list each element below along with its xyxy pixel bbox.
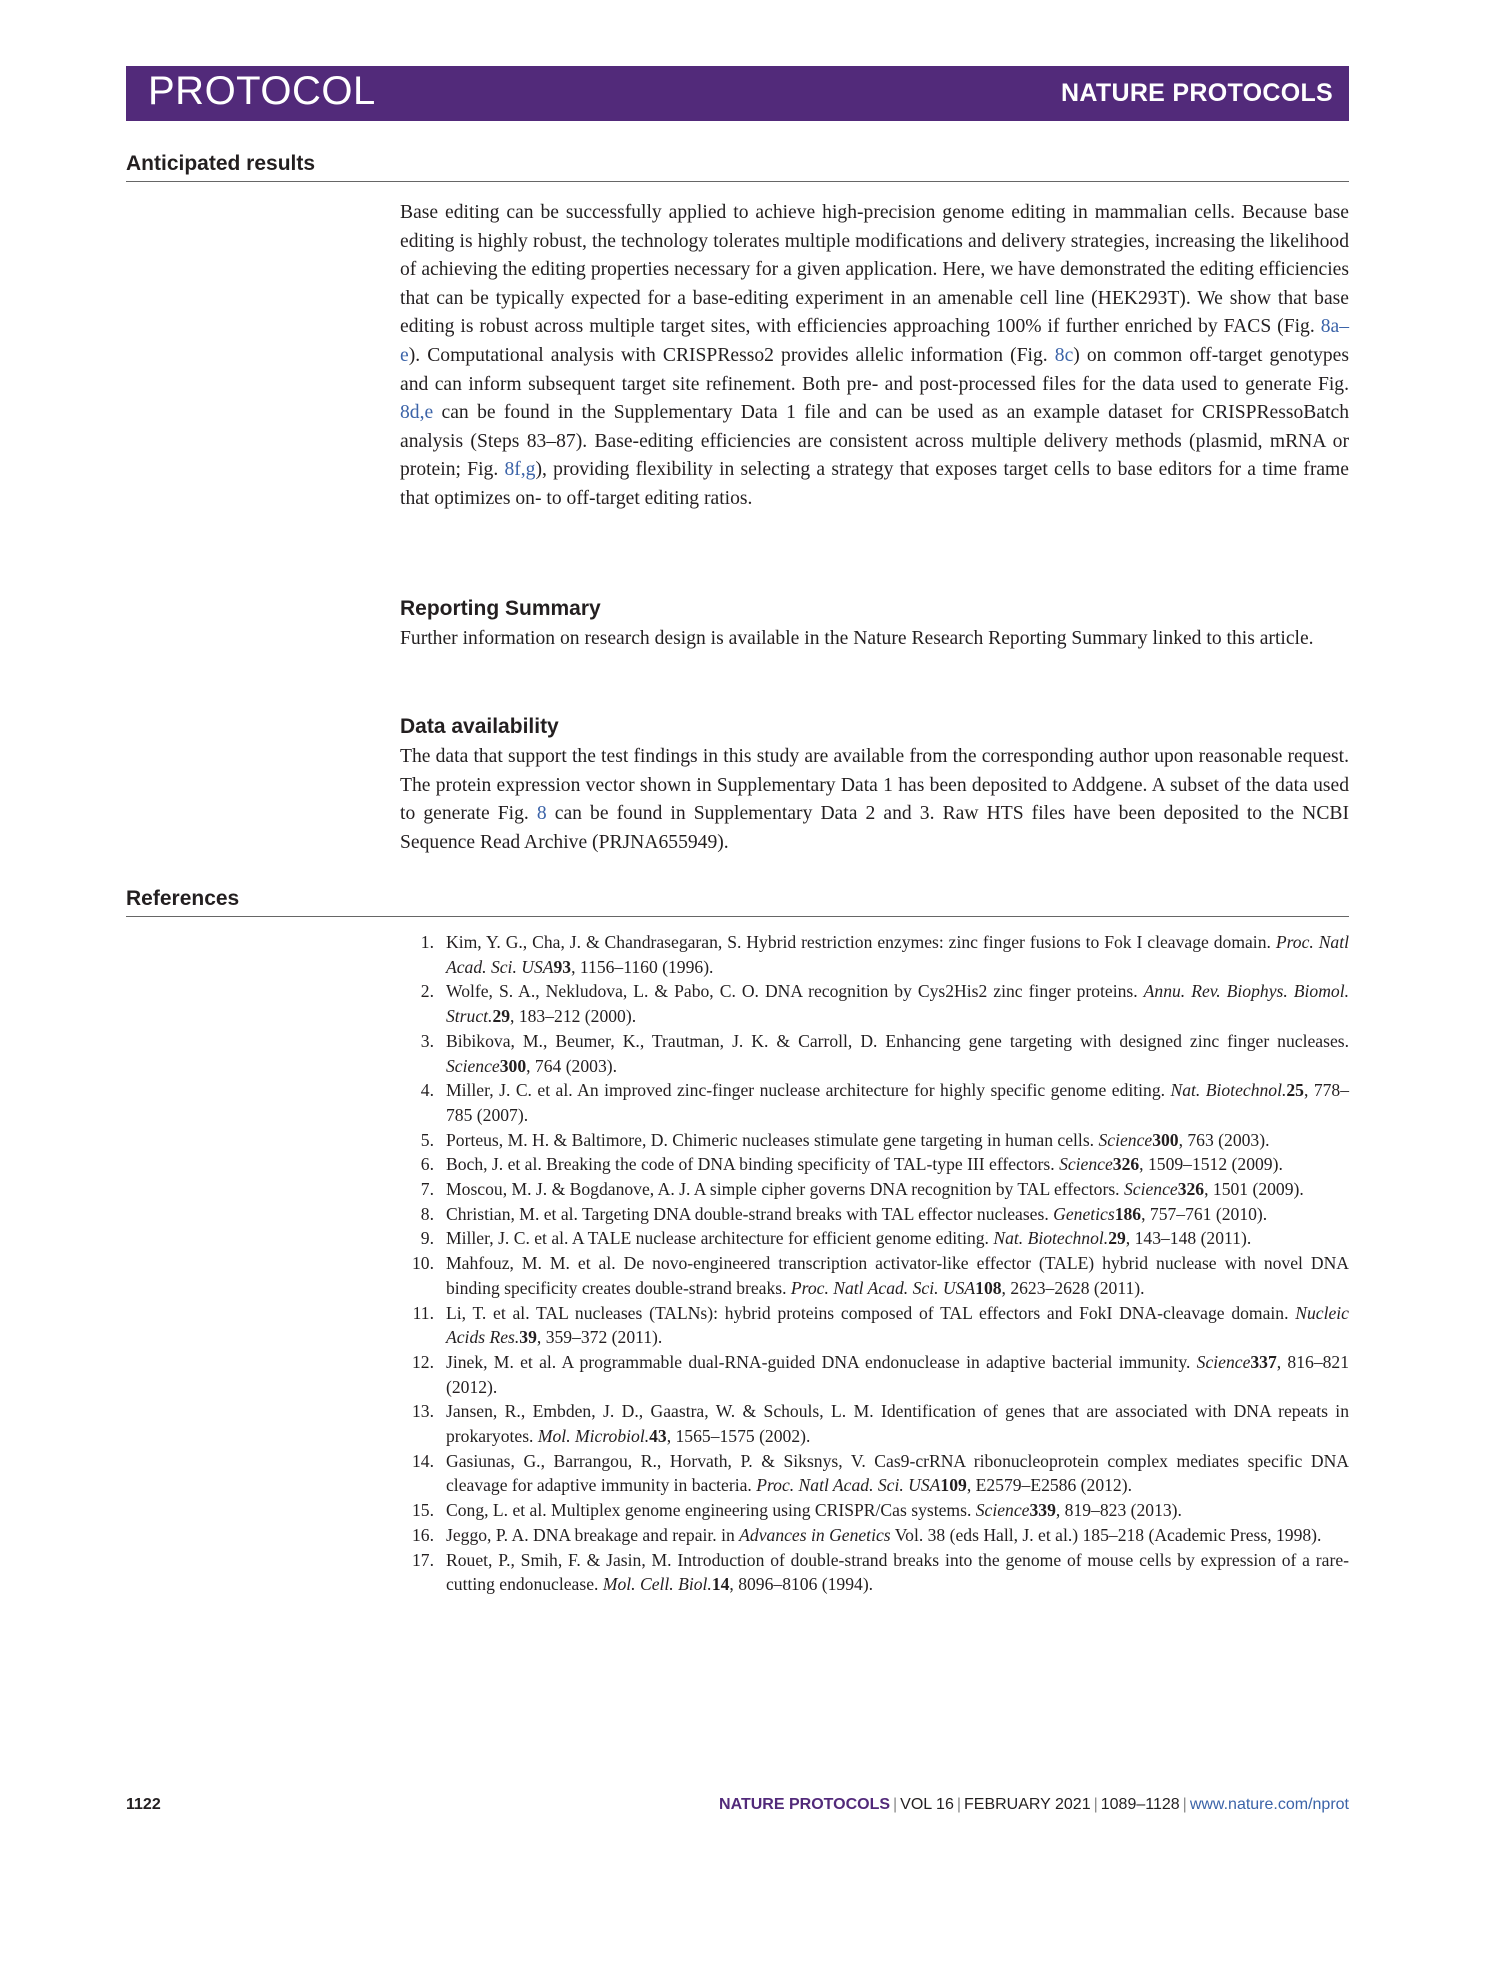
footer-journal: NATURE PROTOCOLS bbox=[719, 1796, 891, 1813]
separator: | bbox=[956, 1796, 961, 1813]
reference-pages-year: , 1501 (2009). bbox=[1204, 1179, 1304, 1200]
reference-pages-year: , 763 (2003). bbox=[1178, 1129, 1270, 1150]
reference-journal: Science bbox=[446, 1055, 500, 1076]
reference-item bbox=[400, 1177, 1349, 1202]
reference-journal: Proc. Natl Acad. Sci. USA bbox=[756, 1475, 941, 1496]
reference-item bbox=[400, 930, 1349, 979]
reference-pages-year: Vol. 38 (eds Hall, J. et al.) 185–218 (Academic Press, 1998). bbox=[890, 1524, 1322, 1545]
reference-volume: 25 bbox=[1286, 1080, 1304, 1101]
reference-journal: Nucleic Acids Res. bbox=[446, 1302, 1349, 1348]
section-rule bbox=[126, 181, 1349, 182]
reference-volume: 186 bbox=[1114, 1203, 1142, 1224]
reference-number: 17. bbox=[412, 1549, 434, 1570]
journal-name: NATURE PROTOCOLS bbox=[1061, 79, 1333, 107]
reference-number: 13. bbox=[412, 1401, 434, 1422]
reference-volume: 337 bbox=[1250, 1351, 1277, 1372]
reference-number: 2. bbox=[420, 981, 434, 1002]
reporting-summary-heading: Reporting Summary bbox=[400, 597, 601, 620]
reference-number: 3. bbox=[420, 1030, 434, 1051]
article-type-label: PROTOCOL bbox=[148, 69, 376, 113]
text: ), providing flexibility in selecting a strategy that exposes target cells to base editors for a time frame that optimizes on- to off-target editing ratios. bbox=[400, 459, 1349, 509]
reference-pages-year: , 143–148 (2011). bbox=[1125, 1228, 1252, 1249]
reference-authors-title: Gasiunas, G., Barrangou, R., Horvath, P. & Siksnys, V. Cas9-crRNA ribonucleoprotein complex mediates specific DNA cleavage for adaptive immunity in bacteria. bbox=[446, 1450, 1349, 1496]
anticipated-results-paragraph bbox=[400, 199, 1349, 514]
reference-journal: Nat. Biotechnol. bbox=[993, 1228, 1109, 1249]
reference-number: 11. bbox=[412, 1302, 434, 1323]
reference-item bbox=[400, 1078, 1349, 1127]
reference-volume: 326 bbox=[1177, 1179, 1205, 1200]
reference-item bbox=[400, 1498, 1349, 1523]
reference-journal: Proc. Natl Acad. Sci. USA bbox=[446, 932, 1350, 977]
reference-journal: Science bbox=[1098, 1129, 1153, 1150]
reference-pages-year: , 1509–1512 (2009). bbox=[1139, 1154, 1283, 1175]
reference-pages-year: , 819–823 (2013). bbox=[1055, 1500, 1182, 1521]
reference-volume: 326 bbox=[1112, 1154, 1140, 1175]
reference-authors-title: Moscou, M. J. & Bogdanove, A. J. A simple cipher governs DNA recognition by TAL effectors. bbox=[446, 1179, 1124, 1200]
reference-journal: Genetics bbox=[1053, 1203, 1115, 1224]
reference-item bbox=[400, 1350, 1349, 1399]
reference-list bbox=[400, 930, 1349, 1597]
reference-item bbox=[400, 979, 1349, 1028]
reference-number: 15. bbox=[412, 1500, 434, 1521]
reference-volume: 43 bbox=[649, 1426, 667, 1447]
section-rule bbox=[126, 916, 1349, 917]
text: Base editing can be successfully applied to achieve high-precision genome editing in mammalian cells. Because base editing is highly robust, the technology tolerates multiple modifications and delivery strategies, increasing the likelihood of achieving the editing properties necessary for a given application. Here, we have demonstrated the editing efficiencies that can be typically expected for a base-editing experiment in an amenable cell line (HEK293T). We show that base editing is robust across multiple target sites, with efficiencies approaching 100% if further enriched by FACS (Fig. bbox=[400, 202, 1349, 338]
reference-journal: Nat. Biotechnol. bbox=[1170, 1080, 1287, 1101]
footer-volume: VOL 16 bbox=[900, 1796, 954, 1813]
reference-journal: Advances in Genetics bbox=[739, 1524, 891, 1545]
figure-link[interactable]: 8f,g bbox=[504, 459, 536, 481]
reference-volume: 29 bbox=[492, 1006, 511, 1027]
data-availability-paragraph bbox=[400, 743, 1349, 857]
figure-link[interactable]: 8 bbox=[536, 803, 547, 825]
reference-authors-title: Jinek, M. et al. A programmable dual-RNA-guided DNA endonuclease in adaptive bacterial immunity. bbox=[446, 1351, 1197, 1372]
reference-authors-title: Li, T. et al. TAL nucleases (TALNs): hybrid proteins composed of TAL effectors and FokI DNA-cleavage domain. bbox=[446, 1302, 1296, 1323]
reference-number: 10. bbox=[412, 1253, 434, 1274]
reference-pages-year: , 1565–1575 (2002). bbox=[666, 1426, 811, 1447]
reference-item bbox=[400, 1226, 1349, 1251]
footer-url-link[interactable]: www.nature.com/nprot bbox=[1189, 1796, 1349, 1813]
text: ). Computational analysis with CRISPResso2 provides allelic information (Fig. bbox=[408, 344, 1055, 366]
reference-item bbox=[400, 1152, 1349, 1177]
reference-volume: 339 bbox=[1029, 1500, 1056, 1521]
footer-date: FEBRUARY 2021 bbox=[964, 1796, 1091, 1813]
reference-journal: Mol. Microbiol. bbox=[537, 1426, 650, 1447]
separator: | bbox=[1093, 1796, 1098, 1813]
reference-authors-title: Kim, Y. G., Cha, J. & Chandrasegaran, S. Hybrid restriction enzymes: zinc finger fusions to Fok I cleavage domain. bbox=[446, 932, 1276, 952]
separator: | bbox=[1182, 1796, 1187, 1813]
reference-pages-year: , 816–821 (2012). bbox=[446, 1351, 1350, 1397]
reference-number: 4. bbox=[420, 1080, 434, 1101]
text: The data that support the test findings in this study are available from the corresponding author upon reasonable request. The protein expression vector shown in Supplementary Data 1 has been deposited to Addgene. A subset of the data used to generate Fig. bbox=[400, 746, 1349, 825]
separator: | bbox=[893, 1796, 898, 1813]
reference-authors-title: Miller, J. C. et al. An improved zinc-finger nuclease architecture for highly specific genome editing. bbox=[446, 1080, 1171, 1101]
footer-pages: 1089–1128 bbox=[1100, 1796, 1180, 1813]
reference-item bbox=[400, 1523, 1349, 1548]
reference-volume: 93 bbox=[553, 956, 572, 977]
reference-item bbox=[400, 1029, 1349, 1078]
reference-number: 16. bbox=[412, 1524, 434, 1545]
text: ) on common off-target genotypes and can inform subsequent target site refinement. Both pre- and post-processed files for the data used to generate Fig. bbox=[400, 344, 1349, 395]
reference-number: 8. bbox=[420, 1203, 434, 1224]
reference-pages-year: , 359–372 (2011). bbox=[536, 1327, 663, 1348]
reference-journal: Mol. Cell. Biol. bbox=[602, 1574, 712, 1595]
reference-item bbox=[400, 1548, 1349, 1597]
reference-item bbox=[400, 1449, 1349, 1498]
journal-header-bar bbox=[126, 66, 1349, 121]
reference-item bbox=[400, 1301, 1349, 1350]
reference-journal: Science bbox=[1196, 1351, 1251, 1372]
reference-journal: Proc. Natl Acad. Sci. USA bbox=[790, 1277, 976, 1298]
reference-authors-title: Jansen, R., Embden, J. D., Gaastra, W. & Schouls, L. M. Identification of genes that are associated with DNA repeats in prokaryotes. bbox=[446, 1401, 1349, 1447]
reference-pages-year: , 757–761 (2010). bbox=[1141, 1203, 1268, 1224]
reference-volume: 39 bbox=[519, 1327, 537, 1348]
figure-link[interactable]: 8c bbox=[1054, 344, 1074, 366]
reference-number: 12. bbox=[412, 1351, 434, 1372]
reference-authors-title: Jeggo, P. A. DNA breakage and repair. in bbox=[446, 1524, 740, 1545]
reporting-summary-paragraph: Further information on research design is available in the Nature Research Reporting Summary linked to this article. bbox=[400, 628, 1314, 649]
reference-pages-year: , E2579–E2586 (2012). bbox=[966, 1475, 1132, 1496]
reference-authors-title: Christian, M. et al. Targeting DNA double-strand breaks with TAL effector nucleases. bbox=[446, 1203, 1054, 1224]
reference-pages-year: , 1156–1160 (1996). bbox=[571, 956, 714, 977]
reference-number: 5. bbox=[420, 1129, 434, 1150]
reference-item bbox=[400, 1399, 1349, 1448]
reference-authors-title: Wolfe, S. A., Nekludova, L. & Pabo, C. O. DNA recognition by Cys2His2 zinc finger proteins. bbox=[446, 981, 1144, 1002]
data-availability-heading: Data availability bbox=[400, 715, 559, 738]
reference-pages-year: , 764 (2003). bbox=[526, 1055, 617, 1076]
reference-pages-year: , 2623–2628 (2011). bbox=[1001, 1277, 1145, 1298]
reference-authors-title: Miller, J. C. et al. A TALE nuclease architecture for efficient genome editing. bbox=[446, 1228, 994, 1249]
reference-authors-title: Rouet, P., Smih, F. & Jasin, M. Introduction of double-strand breaks into the genome of mouse cells by expression of a rare-cutting endonuclease. bbox=[446, 1549, 1349, 1595]
reference-authors-title: Mahfouz, M. M. et al. De novo-engineered transcription activator-like effector (TALE) hybrid nuclease with novel DNA binding specificity creates double-strand breaks. bbox=[446, 1253, 1349, 1298]
footer-citation bbox=[719, 1796, 1349, 1814]
reference-number: 1. bbox=[420, 932, 434, 952]
reference-volume: 29 bbox=[1108, 1228, 1126, 1249]
reference-authors-title: Porteus, M. H. & Baltimore, D. Chimeric nucleases stimulate gene targeting in human cells. bbox=[446, 1129, 1099, 1150]
reference-volume: 108 bbox=[975, 1277, 1002, 1298]
reference-journal: Science bbox=[975, 1500, 1030, 1521]
reference-volume: 14 bbox=[711, 1574, 730, 1595]
reference-item bbox=[400, 1251, 1349, 1300]
reference-number: 7. bbox=[420, 1179, 434, 1200]
reference-journal: Annu. Rev. Biophys. Biomol. Struct. bbox=[446, 981, 1349, 1027]
reference-journal: Science bbox=[1123, 1179, 1178, 1200]
reference-authors-title: Boch, J. et al. Breaking the code of DNA binding specificity of TAL-type III effectors. bbox=[446, 1154, 1060, 1175]
text: can be found in Supplementary Data 2 and 3. Raw HTS files have been deposited to the NCBI Sequence Read Archive (PRJNA655949). bbox=[400, 803, 1349, 853]
reference-authors-title: Cong, L. et al. Multiplex genome engineering using CRISPR/Cas systems. bbox=[446, 1500, 976, 1521]
reference-pages-year: , 778–785 (2007). bbox=[446, 1080, 1350, 1125]
reference-number: 9. bbox=[420, 1228, 434, 1249]
anticipated-results-heading: Anticipated results bbox=[126, 152, 316, 175]
reference-item bbox=[400, 1202, 1349, 1227]
reference-volume: 109 bbox=[940, 1475, 967, 1496]
figure-link[interactable]: 8a–e bbox=[400, 316, 1349, 366]
reference-journal: Science bbox=[1059, 1154, 1113, 1175]
reference-number: 6. bbox=[420, 1154, 434, 1175]
reference-authors-title: Bibikova, M., Beumer, K., Trautman, J. K. & Carroll, D. Enhancing gene targeting with designed zinc finger nucleases. bbox=[446, 1030, 1349, 1051]
reference-pages-year: , 8096–8106 (1994). bbox=[729, 1574, 874, 1595]
reference-volume: 300 bbox=[1152, 1129, 1179, 1150]
reference-item bbox=[400, 1128, 1349, 1153]
reference-volume: 300 bbox=[499, 1055, 527, 1076]
figure-link[interactable]: 8d,e bbox=[400, 402, 434, 424]
text: can be found in the Supplementary Data 1 file and can be used as an example dataset for CRISPRessoBatch analysis (Steps 83–87). Base-editing efficiencies are consistent across multiple delivery methods (plasmid, mRNA or protein; Fig. bbox=[400, 402, 1349, 481]
references-heading: References bbox=[126, 887, 240, 910]
reference-number: 14. bbox=[412, 1450, 434, 1471]
page-number: 1122 bbox=[126, 1796, 161, 1813]
reference-pages-year: , 183–212 (2000). bbox=[510, 1006, 637, 1027]
